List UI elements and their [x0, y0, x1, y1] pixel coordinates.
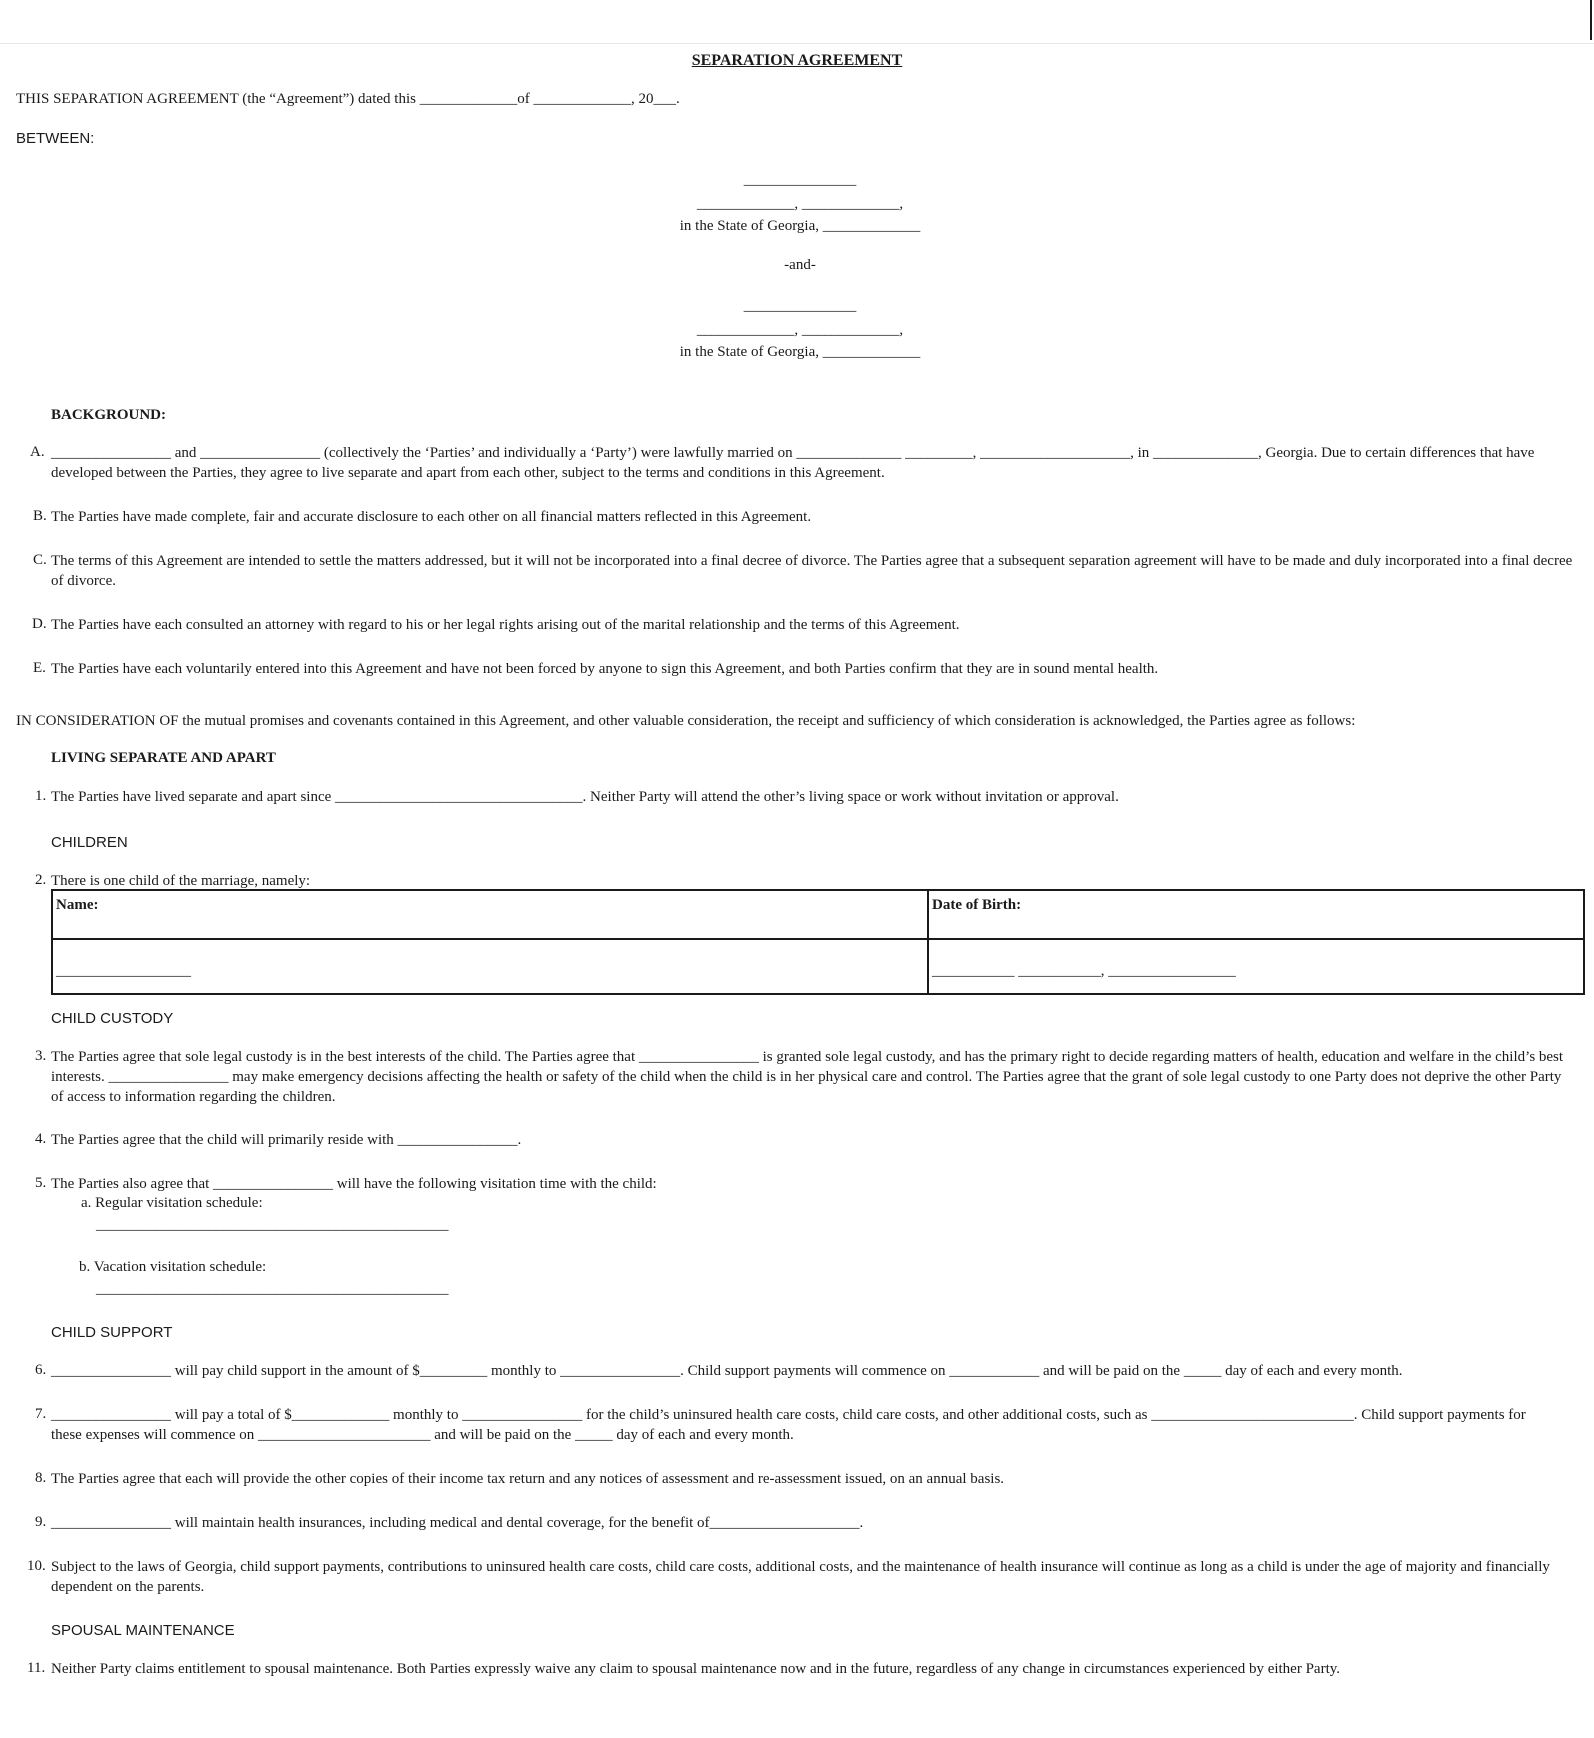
item-marker-d: D. — [32, 616, 47, 632]
custody-item-5a: a. Regular visitation schedule: — [81, 1195, 263, 1211]
background-item-c: The terms of this Agreement are intended to settle the matters addressed, but it will not be incorporated into a final decree of divorce. The Parties agree that a subsequent separation agreement will have to be made and duly incorporated into a final decree of divorce. — [51, 553, 1573, 589]
support-item-7: ________________ will pay a total of $_____________ monthly to ________________ for the child’s uninsured health care costs, child care costs, and other additional costs, such as ___________________________. Child support payments for these expenses will commence on _______________________ and will be paid on the _____ day of each and every month. — [51, 1407, 1526, 1443]
item-marker-2: 2. — [35, 872, 47, 888]
background-item-b: The Parties have made complete, fair and accurate disclosure to each other on all financial matters reflected in this Agreement. — [51, 509, 812, 525]
child-table — [51, 889, 1585, 995]
item-marker-10: 10. — [27, 1558, 46, 1574]
custody-item-3: The Parties agree that sole legal custody is in the best interests of the child. The Parties agree that ________________ is granted sole legal custody, and has the primary right to decide regarding matters of health, education and welfare in the child’s best interests. ________________ may make emergency decisions affecting the health or safety of the child when the child is in her physical care and control. The Parties agree that the grant of sole legal custody to one Party does not deprive the other Party of access to information regarding the children. — [51, 1049, 1564, 1105]
item-marker-7: 7. — [35, 1406, 47, 1422]
item-marker-8: 8. — [35, 1470, 47, 1486]
party1-name: _______________ — [743, 172, 857, 188]
custody-heading: CHILD CUSTODY — [51, 1010, 174, 1027]
background-item-a: ________________ and ________________ (collectively the ‘Parties’ and individually a ‘Party’) were lawfully married on ______________ _________, ____________________, in ______________, Georgia. Due to certain differences that have developed between the Parties, they agree to live separate and apart from each other, subject to the terms and conditions in this Agreement. — [51, 445, 1535, 481]
table-cell-name: __________________ — [52, 939, 928, 994]
item-marker-a: A. — [30, 444, 45, 460]
background-heading: BACKGROUND: — [51, 407, 166, 423]
table-header-name: Name: — [52, 890, 928, 939]
item-marker-1: 1. — [35, 788, 47, 804]
party1-address: _____________, _____________, — [696, 196, 904, 212]
support-item-9: ________________ will maintain health insurances, including medical and dental coverage, for the benefit of____________________. — [51, 1515, 864, 1531]
item-marker-b: B. — [33, 508, 47, 524]
living-heading: LIVING SEPARATE AND APART — [51, 750, 276, 766]
support-item-10: Subject to the laws of Georgia, child support payments, contributions to uninsured health care costs, child care costs, additional costs, and the maintenance of health insurance will continue as long as a child is under the age of majority and financially dependent on the parents. — [51, 1559, 1550, 1595]
item-marker-e: E. — [33, 660, 46, 676]
table-header-dob: Date of Birth: — [928, 890, 1584, 939]
item-marker-11: 11. — [27, 1660, 46, 1676]
item-marker-3: 3. — [35, 1048, 47, 1064]
spousal-item-11: Neither Party claims entitlement to spousal maintenance. Both Parties expressly waive any claim to spousal maintenance now and in the future, regardless of any change in circumstances experienced by either Party. — [51, 1661, 1341, 1677]
item-marker-4: 4. — [35, 1131, 47, 1147]
consideration-paragraph: IN CONSIDERATION OF the mutual promises and covenants contained in this Agreement, and other valuable consideration, the receipt and sufficiency of which consideration is acknowledged, the Parties agree as follows: — [16, 713, 1356, 729]
party2-address: _____________, _____________, — [696, 322, 904, 338]
custody-item-5b-line: _______________________________________________ — [96, 1281, 449, 1297]
intro-line: THIS SEPARATION AGREEMENT (the “Agreement”) dated this _____________of _____________, 20___. — [16, 91, 680, 107]
children-item-2: There is one child of the marriage, namely: — [51, 873, 311, 889]
text-cursor — [1590, 0, 1592, 40]
children-heading: CHILDREN — [51, 834, 128, 851]
party1-state: in the State of Georgia, _____________ — [679, 218, 921, 234]
living-item-1: The Parties have lived separate and apart since _________________________________. Neither Party will attend the other’s living space or work without invitation or approval. — [51, 789, 1119, 805]
support-item-8: The Parties agree that each will provide the other copies of their income tax return and any notices of assessment and re-assessment issued, on an annual basis. — [51, 1471, 1005, 1487]
custody-item-5a-line: _______________________________________________ — [96, 1217, 449, 1233]
item-marker-9: 9. — [35, 1514, 47, 1530]
spousal-heading: SPOUSAL MAINTENANCE — [51, 1622, 235, 1639]
party2-name: _______________ — [743, 298, 857, 314]
custody-item-5: The Parties also agree that ________________ will have the following visitation time with the child: — [51, 1176, 657, 1192]
custody-item-4: The Parties agree that the child will primarily reside with ________________. — [51, 1132, 522, 1148]
background-item-e: The Parties have each voluntarily entered into this Agreement and have not been forced by anyone to sign this Agreement, and both Parties confirm that they are in sound mental health. — [51, 661, 1159, 677]
table-cell-dob: ___________ ___________, _________________ — [928, 939, 1584, 994]
party2-state: in the State of Georgia, _____________ — [679, 344, 921, 360]
and-separator: -and- — [784, 257, 816, 273]
support-heading: CHILD SUPPORT — [51, 1324, 173, 1341]
item-marker-5: 5. — [35, 1175, 47, 1191]
document-title: SEPARATION AGREEMENT — [691, 52, 903, 69]
support-item-6: ________________ will pay child support in the amount of $_________ monthly to ________________. Child support payments will commence on ____________ and will be paid on the _____ day of each and every month. — [51, 1363, 1403, 1379]
background-item-d: The Parties have each consulted an attorney with regard to his or her legal rights arising out of the marital relationship and the terms of this Agreement. — [51, 617, 960, 633]
between-label: BETWEEN: — [16, 130, 95, 147]
custody-item-5b: b. Vacation visitation schedule: — [79, 1259, 267, 1275]
item-marker-6: 6. — [35, 1362, 47, 1378]
item-marker-c: C. — [33, 552, 47, 568]
top-divider — [0, 43, 1594, 44]
